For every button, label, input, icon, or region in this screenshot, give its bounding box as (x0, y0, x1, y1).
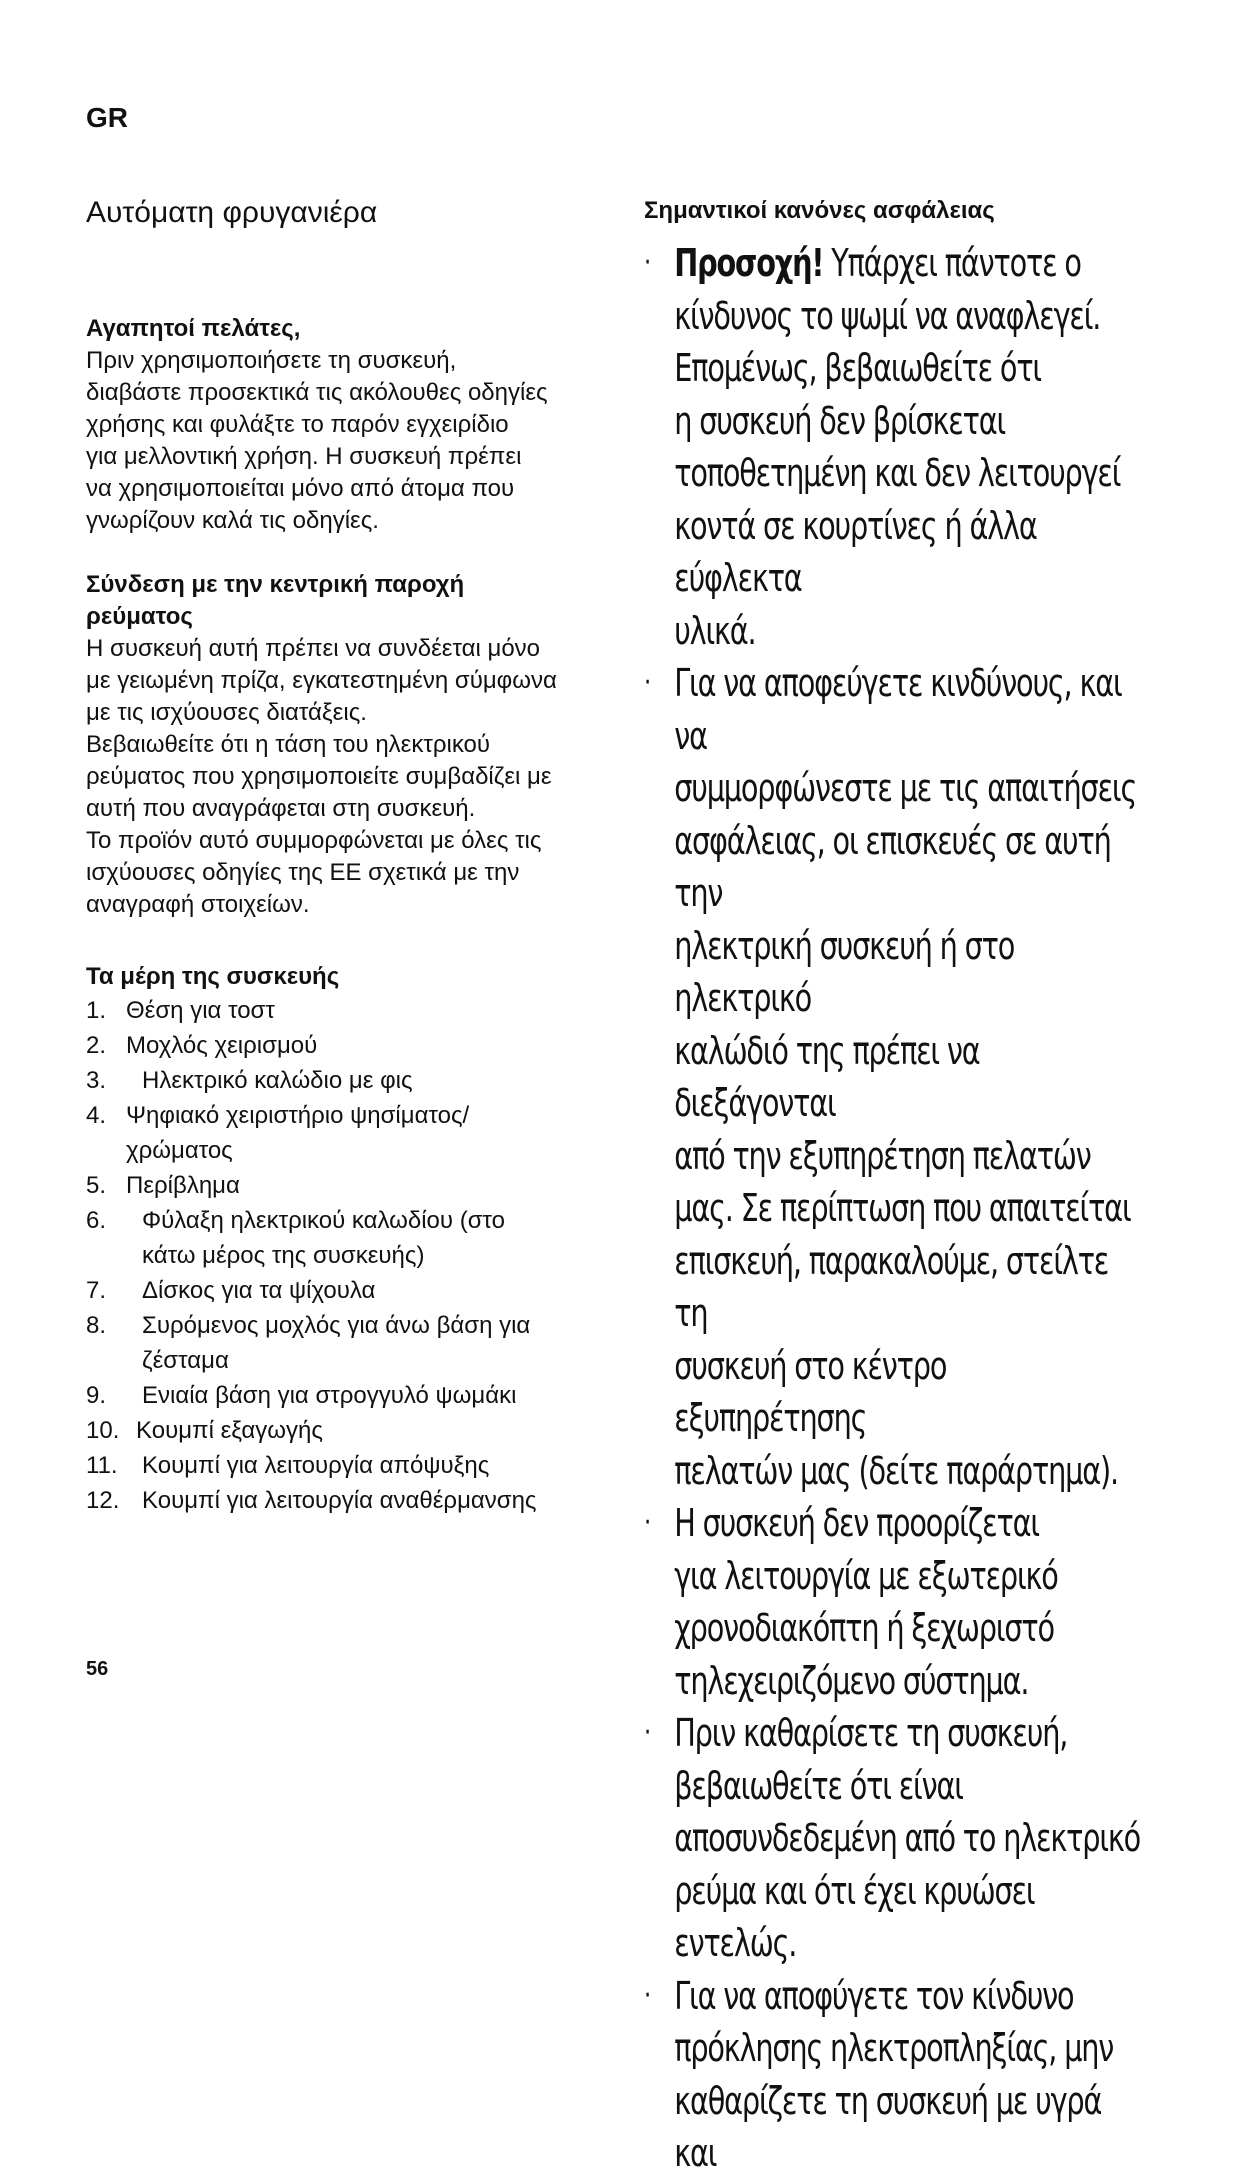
safety-rule-text: Η συσκευή δεν προορίζεται για λειτουργία με εξωτερικό χρονοδιακόπτη ή ξεχωριστό τηλεχειριζόμενο σύστημα. (674, 1501, 1058, 1703)
greeting-section (86, 313, 626, 537)
part-number: 8. (86, 1312, 107, 1339)
part-label: Κουμπί για λειτουργία αναθέρμανσης (142, 1487, 537, 1514)
right-column (644, 195, 1164, 2180)
safety-rule-item (644, 237, 1145, 657)
parts-list-item (86, 1273, 626, 1308)
warning-label: Προσοχή! (674, 241, 824, 285)
parts-list-item (86, 1448, 626, 1483)
part-label: Ψηφιακό χειριστήριο ψησίματος/ χρώματος (126, 1102, 470, 1164)
parts-list-item (86, 1028, 626, 1063)
bullet-icon: · (644, 1715, 651, 1750)
part-number: 4. (86, 1102, 107, 1129)
part-number: 10. (86, 1417, 120, 1444)
parts-heading: Τα μέρη της συσκευής (86, 963, 340, 990)
safety-rules-heading: Σημαντικοί κανόνες ασφάλειας (644, 197, 995, 224)
part-label: Θέση για τοστ (126, 997, 275, 1024)
parts-list-item (86, 1413, 626, 1448)
language-code: GR (86, 102, 128, 133)
greeting-heading: Αγαπητοί πελάτες, (86, 315, 301, 342)
parts-list-item (86, 993, 626, 1028)
safety-rule-text: Για να αποφύγετε τον κίνδυνο πρόκλησης ηλεκτροπληξίας, μην καθαρίζετε τη συσκευή με υγρά και (674, 1973, 1114, 2175)
page-number: 56 (86, 1658, 109, 1680)
part-number: 11. (86, 1452, 118, 1479)
safety-rule-text: Υπάρχει πάντοτε ο κίνδυνος το ψωμί να αναφλεγεί. Επομένως, βεβαιωθείτε ότι η συσκευή δεν βρίσκεται τοποθετημένη και δεν λειτουργεί κοντά σε κουρτίνες ή άλλα εύφλεκτα υλικά. (674, 241, 1121, 653)
section-spacer (86, 537, 626, 569)
part-number: 3. (86, 1067, 107, 1094)
parts-list (86, 993, 626, 1518)
part-label: Μοχλός χειρισμού (126, 1032, 318, 1059)
part-number: 9. (86, 1382, 107, 1409)
bullet-icon: · (644, 245, 651, 280)
part-label: Ηλεκτρικό καλώδιο με φις (142, 1067, 413, 1094)
part-number: 12. (86, 1487, 120, 1514)
bullet-icon: · (644, 1977, 651, 2013)
left-column (86, 195, 626, 1518)
parts-list-item (86, 1378, 626, 1413)
part-label: Ενιαία βάση για στρογγυλό ψωμάκι (142, 1382, 517, 1409)
parts-list-item (86, 1308, 626, 1378)
section-spacer (86, 921, 626, 961)
part-number: 7. (86, 1277, 107, 1304)
safety-rules-list (644, 237, 1164, 2180)
part-label: Συρόμενος μοχλός για άνω βάση για ζέσταμα (142, 1312, 531, 1374)
mains-connection-section (86, 569, 626, 921)
part-label: Περίβλημα (126, 1172, 240, 1199)
part-label: Δίσκος για τα ψίχουλα (142, 1277, 376, 1304)
part-label: Φύλαξη ηλεκτρικού καλωδίου (στο κάτω μέρος της συσκευής) (142, 1207, 505, 1269)
mains-connection-heading: Σύνδεση με την κεντρική παροχή ρεύματος (86, 571, 465, 630)
part-label: Κουμπί για λειτουργία απόψυξης (142, 1452, 490, 1479)
safety-rule-item (644, 1970, 1145, 2180)
parts-list-item (86, 1203, 626, 1273)
part-number: 1. (86, 997, 107, 1024)
mains-connection-text: Η συσκευή αυτή πρέπει να συνδέεται μόνο με γειωμένη πρίζα, εγκατεστημένη σύμφωνα με τις ισχύουσες διατάξεις. Βεβαιωθείτε ότι η τάση του ηλεκτρικού ρεύματος που χρησιμοποιείτε συμβαδίζει με αυτή που αναγράφεται στη συσκευή. Το προϊόν αυτό συμμορφώνεται με όλες τις ισχύουσες οδηγίες της ΕΕ σχετικά με την αναγραφή στοιχείων. (86, 635, 557, 918)
parts-section (86, 961, 626, 1518)
safety-rule-item (644, 1707, 1145, 1970)
safety-rule-item (644, 1497, 1145, 1707)
parts-list-item (86, 1483, 626, 1518)
part-number: 6. (86, 1207, 107, 1234)
part-label: Κουμπί εξαγωγής (136, 1417, 323, 1444)
safety-rule-text: Για να αποφεύγετε κινδύνους, και να συμμορφώνεστε με τις απαιτήσεις ασφάλειας, οι επισκευές σε αυτή την ηλεκτρική συσκευή ή στο ηλεκτρικό καλώδιό της πρέπει να διεξάγονται από την εξυπηρέτηση πελατών μας. Σε περίπτωση που απαιτείται επισκευή, παρακαλούμε, στείλτε τη συσκευή στο κέντρο εξυπηρέτησης πελατών μας (δείτε παράρτημα). (674, 661, 1137, 1493)
parts-list-item (86, 1168, 626, 1203)
document-title: Αυτόματη φρυγανιέρα (86, 196, 378, 229)
bullet-icon: · (644, 1505, 651, 1540)
part-number: 2. (86, 1032, 107, 1059)
parts-list-item (86, 1098, 626, 1168)
safety-rule-text: Πριν καθαρίσετε τη συσκευή, βεβαιωθείτε ότι είναι αποσυνδεδεμένη από το ηλεκτρικό ρεύμα και ότι έχει κρυώσει εντελώς. (674, 1711, 1141, 1965)
bullet-icon: · (644, 665, 651, 700)
part-number: 5. (86, 1172, 107, 1199)
safety-rule-item (644, 657, 1145, 1497)
greeting-text: Πριν χρησιμοποιήσετε τη συσκευή, διαβάστε προσεκτικά τις ακόλουθες οδηγίες χρήσης και φυλάξτε το παρόν εγχειρίδιο για μελλοντική χρήση. Η συσκευή πρέπει να χρησιμοποιείται μόνο από άτομα που γνωρίζουν καλά τις οδηγίες. (86, 347, 548, 534)
parts-list-item (86, 1063, 626, 1098)
